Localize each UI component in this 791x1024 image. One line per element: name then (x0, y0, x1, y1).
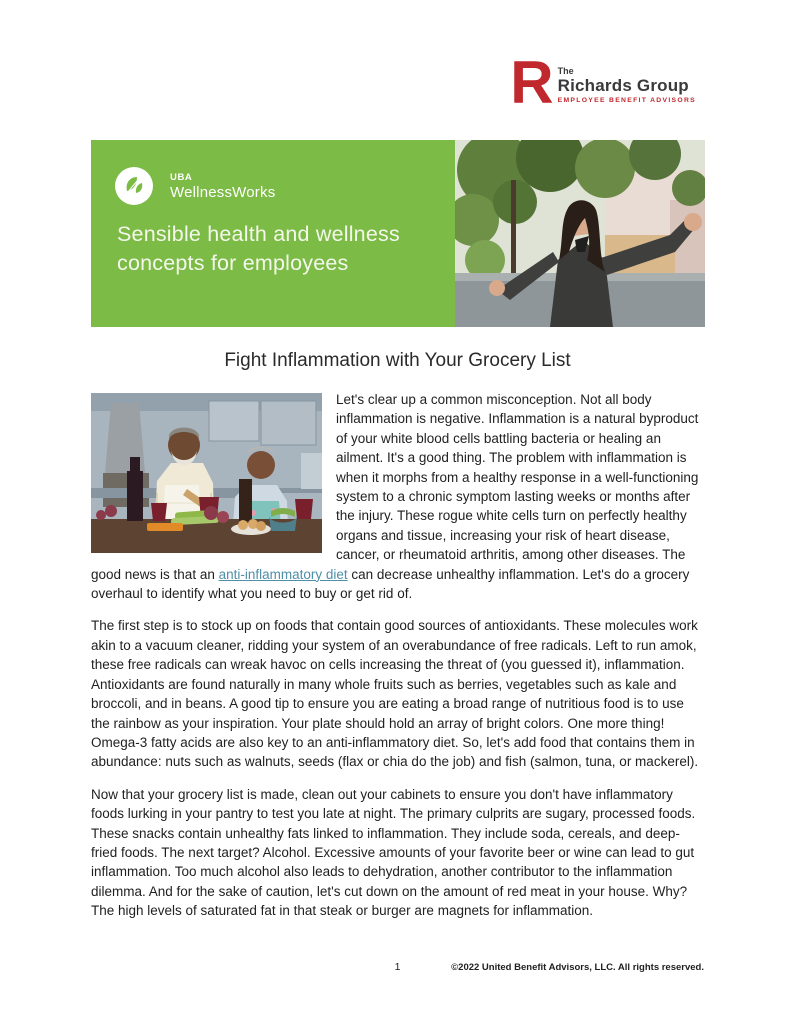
banner-headline: Sensible health and wellness concepts for employees (117, 222, 400, 275)
logo-prefix: The (557, 66, 574, 76)
p1-text-before-link: Let's clear up a common misconception. Not all body inflammation is negative. Inflammation is a natural byproduct of your white blood cells battling bacteria or healing an ailment. It's a good thing. The problem with inflammation is when it morphs from a healthy response in a well-functioning system to a chronic symptom lasting weeks or months after the injury. These rogue white cells turn on perfectly healthy organs and tissue, increasing your risk of heart disease, cancer, or rheumatoid arthritis, among other diseases. The good news is that an (91, 392, 699, 582)
brand-name: WellnessWorks (170, 183, 276, 201)
company-tagline: EMPLOYEE BENEFIT ADVISORS (557, 97, 696, 104)
leaf-icon (115, 167, 153, 205)
uba-wellnessworks-logo (115, 167, 275, 205)
richards-r-icon: R (510, 49, 551, 116)
page-number: 1 (394, 961, 401, 973)
brand-acronym: UBA (170, 171, 193, 183)
paragraph-1 (91, 390, 704, 603)
paragraph-2: The first step is to stock up on foods that contain good sources of antioxidants. These molecules work akin to a vacuum cleaner, ridding your system of an overabundance of free radicals. Left to run amok, these free radicals can wreak havoc on cells increasing the threat of (you guessed it), inflammation. Antioxidants are found naturally in many whole fruits such as berries, vegetables such as kale and broccoli, and in beans. A good tip to ensure you are eating a broad range of nutritious food is to use the rainbow as your inspiration. Your plate should hold an array of bright colors. One more thing! Omega-3 fatty acids are also key to an anti-inflammatory diet. So, let's add food that contains them in abundance: nuts such as walnuts, seeds (flax or chia do the job) and fish (salmon, tuna, or mackerel). (91, 618, 699, 770)
richards-group-logo (510, 49, 696, 116)
page-footer (91, 961, 704, 977)
paragraph-3: Now that your grocery list is made, clean out your cabinets to ensure you don't have inflammatory foods lurking in your pantry to test you late at night. The primary culprits are sugary, processed foods. These snacks contain unhealthy fats linked to inflammation. They include soda, cereals, and deep-fried foods. The next target? Alcohol. Excessive amounts of your favorite beer or wine can lead to gut inflammation. Too much alcohol also leads to dehydration, another contributor to the inflammation dilemma. And for the sake of caution, let's cut down on the amount of red meat in your house. Why? The high levels of saturated fat in that steak or burger are magnets for inflammation. (91, 786, 696, 919)
company-name: Richards Group (557, 76, 689, 95)
brand-text (170, 172, 275, 201)
p1-text-after-link: can decrease unhealthy inflammation. Let's do a grocery overhaul to identify what you need to buy or get rid of. (91, 566, 690, 602)
kitchen-couple-photo (91, 393, 322, 553)
copyright-notice: ©2022 United Benefit Advisors, LLC. All rights reserved. (451, 962, 704, 973)
banner-photo-woman-outdoors (455, 140, 705, 327)
article-body (91, 390, 704, 934)
wellnessworks-banner (91, 140, 705, 327)
article-title: Fight Inflammation with Your Grocery List (224, 350, 571, 371)
banner-green-panel (91, 140, 455, 327)
richards-logo-text (558, 62, 696, 104)
anti-inflammatory-diet-link[interactable]: anti-inflammatory diet (218, 566, 348, 582)
